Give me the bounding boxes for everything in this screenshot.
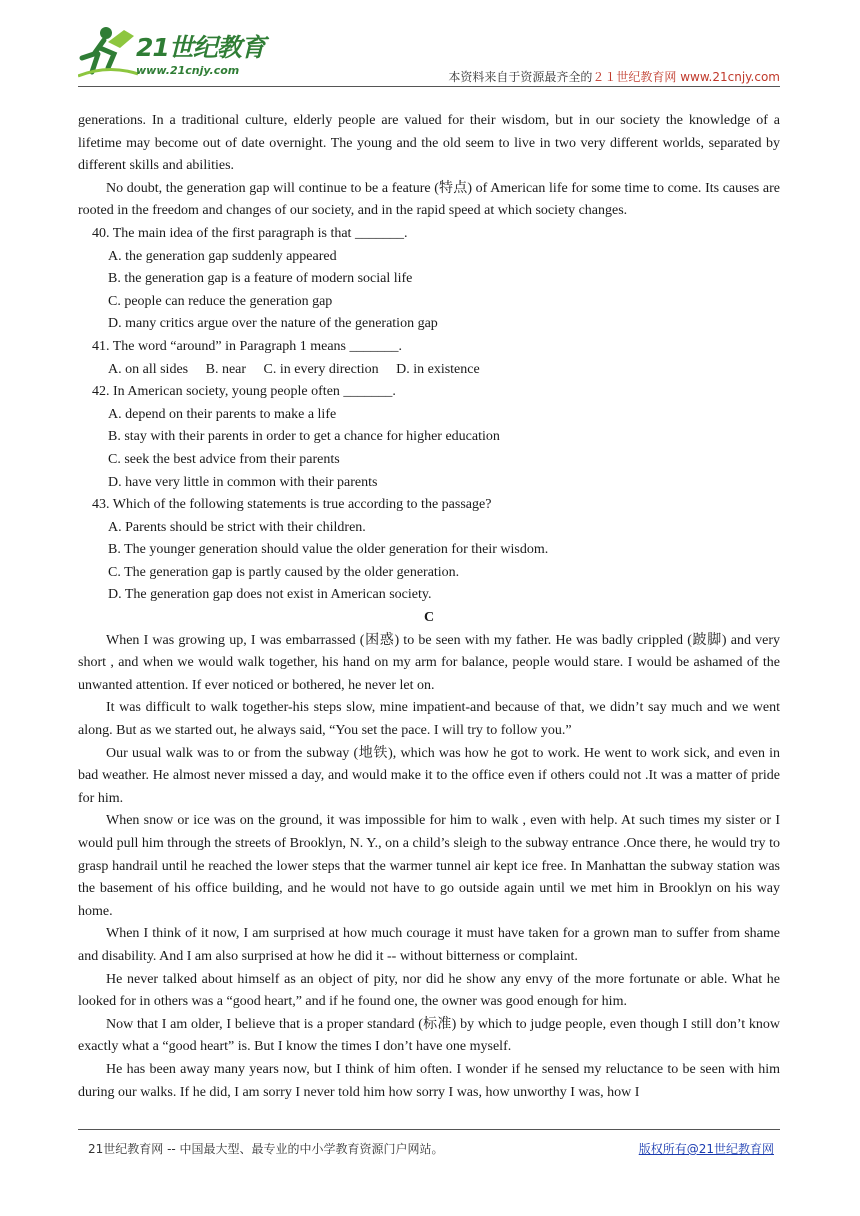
paragraph: When snow or ice was on the ground, it was impossible for him to walk , even with help. At such times my sister or I would pull him through the streets of Brooklyn, N. Y., on a child’s sleigh to the subway entrance .Once there, he would try to grasp handrail until he reached the lower steps that the warmer tunnel air kept ice free. In Manhattan the subway station was the basement of his office building, and he would not have to go outside again until we met him in Brooklyn on his way home.	[78, 813, 780, 919]
question-41: 41. The word “around” in Paragraph 1 means _______.	[92, 338, 402, 354]
header-rule	[78, 86, 780, 87]
paragraph: When I think of it now, I am surprised at how much courage it must have taken for a grown man to suffer from shame and disability. And I am also surprised at how he did it -- without bitterness or complaint.	[78, 926, 780, 964]
question-40: 40. The main idea of the first paragraph is that _______.	[92, 225, 408, 241]
copyright-link[interactable]: 版权所有@21世纪教育网	[638, 1142, 774, 1156]
option: B. The younger generation should value the older generation for their wisdom.	[108, 542, 549, 558]
option: C. seek the best advice from their parents	[108, 451, 340, 467]
paragraph: No doubt, the generation gap will continue to be a feature (特点) of American life for some time to come. Its causes are rooted in the freedom and changes of our society, and in the rapid speed at which society changes.	[78, 180, 780, 219]
option: D. The generation gap does not exist in American society.	[108, 587, 432, 603]
logo-url: www.21cnjy.com	[136, 64, 240, 77]
option: A. Parents should be strict with their children.	[108, 519, 366, 535]
logo-text: 21世纪教育	[136, 33, 265, 62]
tagline-site: ２１世纪教育网	[592, 70, 677, 84]
paragraph: He has been away many years now, but I think of him often. I wonder if he sensed my reluctance to be seen with him during our walks. If he did, I am sorry I never told him how sorry I was, how unworthy I was, how I	[78, 1061, 780, 1100]
option: D. many critics argue over the nature of the generation gap	[108, 316, 438, 332]
option: D. have very little in common with their parents	[108, 474, 378, 490]
tagline-url[interactable]: www.21cnjy.com	[680, 70, 780, 84]
option: C. The generation gap is partly caused by the older generation.	[108, 564, 460, 580]
option: A. the generation gap suddenly appeared	[108, 248, 337, 264]
page-header	[78, 20, 780, 86]
paragraph: It was difficult to walk together-his steps slow, mine impatient-and because of that, we didn’t say much and we went along. But as we started out, he always said, “You set the pace. I will try to follow you.”	[78, 700, 780, 739]
option: A. depend on their parents to make a life	[108, 406, 337, 422]
question-43: 43. Which of the following statements is true according to the passage?	[92, 497, 492, 513]
option-row: A. on all sides B. near C. in every direction D. in existence	[108, 361, 480, 377]
option: B. stay with their parents in order to get a chance for higher education	[108, 429, 500, 445]
paragraph: Now that I am older, I believe that is a proper standard (标准) by which to judge people, even though I still don’t know exactly what a “good heart” is. But I know the times I don’t have one myself.	[78, 1016, 780, 1055]
paragraph: He never talked about himself as an object of pity, nor did he show any envy of the more fortunate or able. What he looked for in others was a “good heart,” and if he found one, the owner was good enough for him.	[78, 971, 780, 1010]
document-body	[78, 110, 780, 1104]
section-heading: C	[423, 610, 435, 626]
footer-rule	[78, 1129, 780, 1130]
paragraph: Our usual walk was to or from the subway (地铁), which was how he got to work. He went to work sick, and even in bad weather. He almost never missed a day, and would make it to the office even if others could not .It was a matter of pride for him.	[78, 745, 780, 806]
tagline-prefix: 本资料来自于资源最齐全的	[448, 70, 593, 84]
header-tagline	[448, 68, 780, 85]
runner-logo-icon	[78, 24, 138, 82]
option: C. people can reduce the generation gap	[108, 293, 333, 309]
site-logo	[78, 24, 288, 82]
question-42: 42. In American society, young people often _______.	[92, 384, 396, 400]
paragraph: When I was growing up, I was embarrassed (困惑) to be seen with my father. He was badly crippled (跛脚) and very short , and when we would walk together, his hand on my arm for balance, people would stare. I would be ashamed of the unwanted attention. If ever noticed or bothered, he never let on.	[78, 632, 780, 693]
option: B. the generation gap is a feature of modern social life	[108, 271, 413, 287]
paragraph: generations. In a traditional culture, elderly people are valued for their wisdom, but in our society the knowledge of a lifetime may become out of date overnight. The young and the old seem to live in two very different worlds, separated by different skills and abilities.	[78, 113, 780, 174]
footer-text: 21世纪教育网 -- 中国最大型、最专业的中小学教育资源门户网站。	[88, 1142, 444, 1156]
